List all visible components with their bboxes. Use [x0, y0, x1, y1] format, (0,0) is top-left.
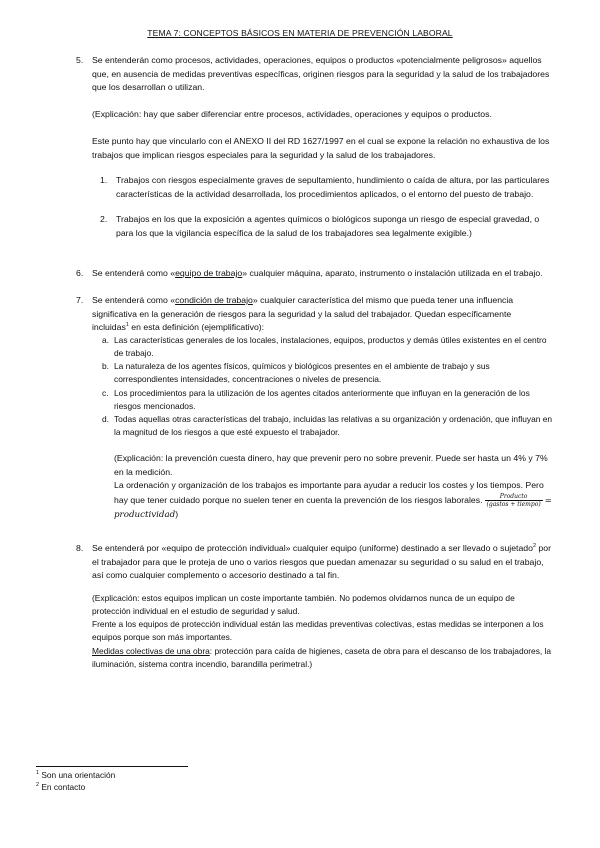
productivity-result: productividad: [114, 509, 176, 520]
footnote-ref-2: 2: [532, 543, 537, 550]
item-7-list-b-letter: b.: [102, 361, 109, 371]
item-5-list-1-number: 1.: [100, 175, 108, 185]
footnote-ref-1: 1: [125, 322, 129, 329]
term-equipo-de-trabajo: equipo de trabajo: [175, 268, 243, 278]
item-8-number: 8.: [76, 543, 84, 553]
item-6-text: Se entenderá como «equipo de trabajo» cualquier máquina, aparato, instrumento o instalación utilizada en el trabajo.: [92, 268, 543, 278]
item-7-list-a-text: Las características generales de los locales, instalaciones, equipos, productos y demás útiles existentes en el centro de trabajo.: [114, 335, 547, 359]
footnote-divider: [36, 766, 188, 767]
item-6-number: 6.: [76, 268, 84, 278]
item-5-list-2-text: Trabajos en los que la exposición a agentes químicos o biológicos suponga un riesgo de especial gravedad, o para los que la vigilancia específica de la salud de los trabajadores sea legalmente exigible.): [116, 214, 540, 238]
item-7-list-b-text: La naturaleza de los agentes físicos, químicos y biológicos presentes en el ambiente de trabajo y sus correspondientes intensidades, concentraciones o niveles de presencia.: [114, 361, 490, 385]
footnote-1: $^1$ Son una orientación: [36, 770, 116, 780]
item-7-number: 7.: [76, 295, 84, 305]
item-5-number: 5.: [76, 55, 84, 65]
productivity-fraction: $\frac{\text{Producto}}{\text{(gastos + tiempo)}}$: [486, 492, 541, 508]
page-title: TEMA 7: CONCEPTOS BÁSICOS EN MATERIA DE PREVENCIÓN LABORAL: [147, 28, 453, 38]
item-5-list-2-number: 2.: [100, 214, 108, 224]
item-7-text: Se entenderá como «condición de trabajo» cualquier característica del mismo que pueda tener una influencia significativa en la generación de riesgos para la seguridad y la salud del trabajador. Quedan específicamente incluidas$^1$ en esta definición (ejemplificativo):: [92, 295, 514, 333]
item-5-explanation-2: Este punto hay que vincularlo con el ANEXO II del RD 1627/1997 en el cual se expone la relación no exhaustiva de los trabajos que implican riesgos especiales para la seguridad y la salud de los trabajadores.: [92, 136, 550, 160]
item-7-list-a-letter: a.: [102, 335, 109, 345]
item-7-list-d-letter: d.: [102, 414, 109, 424]
item-7-list-c-text: Los procedimientos para la utilización de los agentes citados anteriormente que influyan en la generación de los riesgos mencionados.: [114, 388, 530, 412]
item-5-list-1-text: Trabajos con riesgos especialmente graves de sepultamiento, hundimiento o caída de altura, por las particulares características de la actividad desarrollada, los procedimientos aplicados, o el entorno del puesto de trabajo.: [116, 175, 550, 199]
footnote-2: $^2$ En contacto: [36, 782, 86, 792]
item-5-text: Se entenderán como procesos, actividades, operaciones, equipos o productos «potencialmente peligrosos» aquellos que, en ausencia de medidas preventivas específicas, originen riesgos para la seguridad y la salud de los trabajadores que los desarrollan o utilizan.: [92, 55, 550, 93]
item-7-explanation-1: (Explicación: la prevención cuesta dinero, hay que prevenir pero no sobre prevenir. Puede ser hasta un 4% y 7% en la medición.: [114, 453, 548, 477]
item-8-explanation-1: (Explicación: estos equipos implican un coste importante también. No podemos olvidarnos nunca de un equipo de protección individual en el estudio de seguridad y salud.: [92, 593, 515, 617]
item-8-explanation-3: Medidas colectivas de una obra: protección para caída de higienes, caseta de obra para el descanso de los trabajadores, la iluminación, sistema contra incendio, barandilla perimetral.): [92, 646, 552, 670]
item-8-explanation-2: Frente a los equipos de protección individual están las medidas preventivas colectivas, estas medidas se interponen a los equipos porque son más importantes.: [92, 619, 544, 643]
term-medidas-colectivas: Medidas colectivas de una obra: [92, 646, 210, 656]
item-5-explanation-1: (Explicación: hay que saber diferenciar entre procesos, actividades, operaciones y equipos o productos.: [92, 109, 492, 119]
term-condicion-de-trabajo: condición de trabajo: [175, 295, 253, 305]
item-7-explanation-2: La ordenación y organización de los trabajos es importante para ayudar a reducir los costes y los tiempos. Pero hay que tener cuidado porque no suelen tener en cuenta la prevención de los riesgos laborales. $\frac{\text{Producto}}{\text{(gastos + tiempo)}}$ = productividad): [114, 480, 552, 520]
item-8-text: Se entenderá por «equipo de protección individual» cualquier equipo (uniforme) destinado a ser llevado o sujetado$^2$ por el trabajador para que le proteja de uno o varios riesgos que puedan amenazar su seguridad o su salud en el trabajo, así como cualquier complemento o accesorio destinado a tal fin.: [92, 543, 551, 581]
item-7-list-d-text: Todas aquellas otras características del trabajo, incluidas las relativas a su organización y ordenación, que influyan en la magnitud de los riesgos a que esté expuesto el trabajador.: [114, 414, 553, 438]
item-7-list-c-letter: c.: [102, 388, 109, 398]
